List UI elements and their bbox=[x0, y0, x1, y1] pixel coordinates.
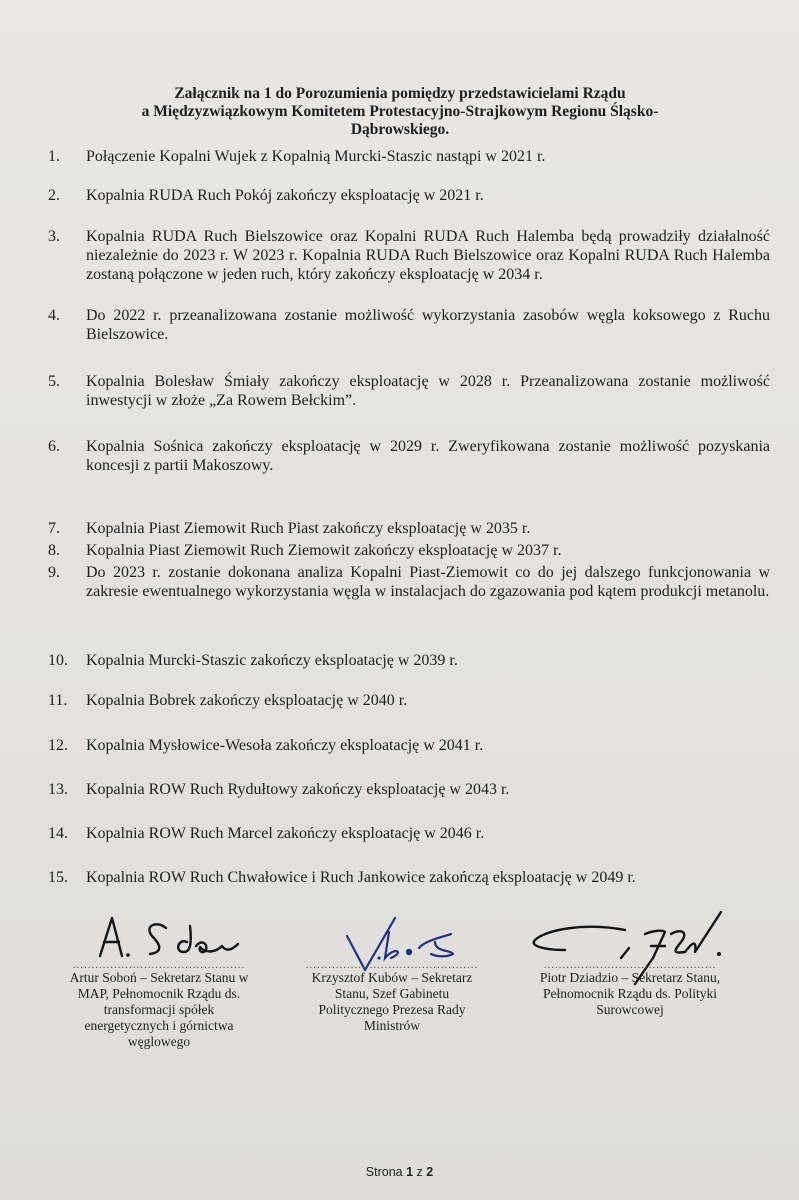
signatory-line: Stanu, Szef Gabinetu bbox=[334, 986, 450, 1001]
signature-line: .............................................. bbox=[305, 960, 479, 970]
item-number: 2. bbox=[48, 187, 60, 204]
title-line-3: Dąbrowskiego. bbox=[350, 121, 450, 138]
signature-block-3 bbox=[510, 960, 750, 1018]
signature-line: .............................................. bbox=[72, 960, 246, 970]
footer-page-total: 2 bbox=[426, 1165, 434, 1179]
item-text: Kopalnia Murcki-Staszic zakończy eksploatację w 2039 r. bbox=[86, 652, 458, 669]
signatory-line: transformacji spółek bbox=[103, 1002, 215, 1017]
signature-line: .............................................. bbox=[543, 960, 717, 970]
item-text: Kopalnia Sośnica zakończy eksploatację w 2029 r. Zweryfikowana zostanie możliwość pozyskania koncesji z partii Makoszowy. bbox=[86, 438, 770, 474]
item-text: Do 2022 r. przeanalizowana zostanie możliwość wykorzystania zasobów węgla koksowego z Ruchu Bielszowice. bbox=[86, 307, 770, 343]
item-number: 10. bbox=[48, 652, 68, 669]
item-text: Kopalnia RUDA Ruch Bielszowice oraz Kopalni RUDA Ruch Halemba będą prowadziły działalność niezależnie do 2023 r. W 2023 r. Kopalnia RUDA Ruch Bielszowice oraz Kopalni RUDA Ruch Halemba zostaną połączone w jeden ruch, który zakończy eksploatację w 2034 r. bbox=[86, 228, 770, 283]
item-text: Kopalnia ROW Ruch Chwałowice i Ruch Jankowice zakończą eksploatację w 2049 r. bbox=[86, 869, 636, 886]
item-number: 7. bbox=[48, 520, 60, 537]
item-number: 5. bbox=[48, 373, 60, 390]
item-number: 4. bbox=[48, 307, 60, 324]
signatory-line: MAP, Pełnomocnik Rządu ds. bbox=[77, 986, 241, 1001]
item-number: 1. bbox=[48, 148, 60, 165]
page-footer bbox=[0, 1165, 799, 1179]
signatory-line: Pełnomocnik Rządu ds. Polityki bbox=[543, 986, 717, 1001]
signatory-line: Krzysztof Kubów – Sekretarz bbox=[311, 970, 473, 985]
title-line-1: Załącznik na 1 do Porozumienia pomiędzy przedstawicielami Rządu bbox=[174, 85, 626, 102]
item-number: 9. bbox=[48, 564, 60, 581]
signatory-line: energetycznych i górnictwa bbox=[84, 1018, 234, 1033]
item-text: Kopalnia Piast Ziemowit Ruch Piast zakończy eksploatację w 2035 r. bbox=[86, 520, 531, 537]
item-number: 11. bbox=[48, 692, 68, 709]
signatory-line: Artur Soboń – Sekretarz Stanu w bbox=[69, 970, 249, 985]
item-number: 15. bbox=[48, 869, 68, 886]
item-number: 3. bbox=[48, 228, 60, 245]
item-text: Kopalnia Bobrek zakończy eksploatację w 2040 r. bbox=[86, 692, 408, 709]
item-number: 12. bbox=[48, 737, 68, 754]
signature-soboń bbox=[92, 912, 252, 962]
signatory-line: Surowcowej bbox=[596, 1002, 664, 1017]
signature-block-2 bbox=[282, 960, 502, 1034]
signatory-line: Politycznego Prezesa Rady bbox=[318, 1002, 466, 1017]
item-number: 14. bbox=[48, 825, 68, 842]
title-line-2: a Międzyzwiązkowym Komitetem Protestacyjno-Strajkowym Regionu Śląsko- bbox=[141, 103, 659, 120]
item-text: Kopalnia Mysłowice-Wesoła zakończy eksploatację w 2041 r. bbox=[86, 737, 484, 754]
footer-page-number: 1 bbox=[406, 1165, 414, 1179]
item-text: Do 2023 r. zostanie dokonana analiza Kopalni Piast-Ziemowit co do jej dalszego funkcjonowania w zakresie ewentualnego wykorzystania węgla w instalacjach do zgazowania pod kątem produkcji metanolu. bbox=[86, 564, 770, 600]
item-text: Kopalnia ROW Ruch Marcel zakończy eksploatację w 2046 r. bbox=[86, 825, 485, 842]
item-text: Kopalnia Piast Ziemowit Ruch Ziemowit zakończy eksploatację w 2037 r. bbox=[86, 542, 562, 559]
item-text: Kopalnia ROW Ruch Rydułtowy zakończy eksploatację w 2043 r. bbox=[86, 781, 510, 798]
signatory-line: Ministrów bbox=[363, 1018, 421, 1033]
item-text: Kopalnia RUDA Ruch Pokój zakończy eksploatację w 2021 r. bbox=[86, 187, 484, 204]
item-text: Połączenie Kopalni Wujek z Kopalnią Murcki-Staszic nastąpi w 2021 r. bbox=[86, 148, 546, 165]
item-number: 6. bbox=[48, 438, 60, 455]
footer-prefix: Strona bbox=[365, 1165, 403, 1179]
item-text: Kopalnia Bolesław Śmiały zakończy eksploatację w 2028 r. Przeanalizowana zostanie możliwość inwestycji w złoże „Za Rowem Bełckim”. bbox=[86, 373, 770, 409]
item-number: 8. bbox=[48, 542, 60, 559]
item-number: 13. bbox=[48, 781, 68, 798]
signatory-line: węglowego bbox=[127, 1034, 191, 1049]
signature-block-1 bbox=[44, 960, 274, 1050]
signatory-line: Piotr Dziadzio – Sekretarz Stanu, bbox=[539, 970, 721, 985]
document-title bbox=[90, 85, 710, 139]
footer-separator: z bbox=[416, 1165, 423, 1179]
